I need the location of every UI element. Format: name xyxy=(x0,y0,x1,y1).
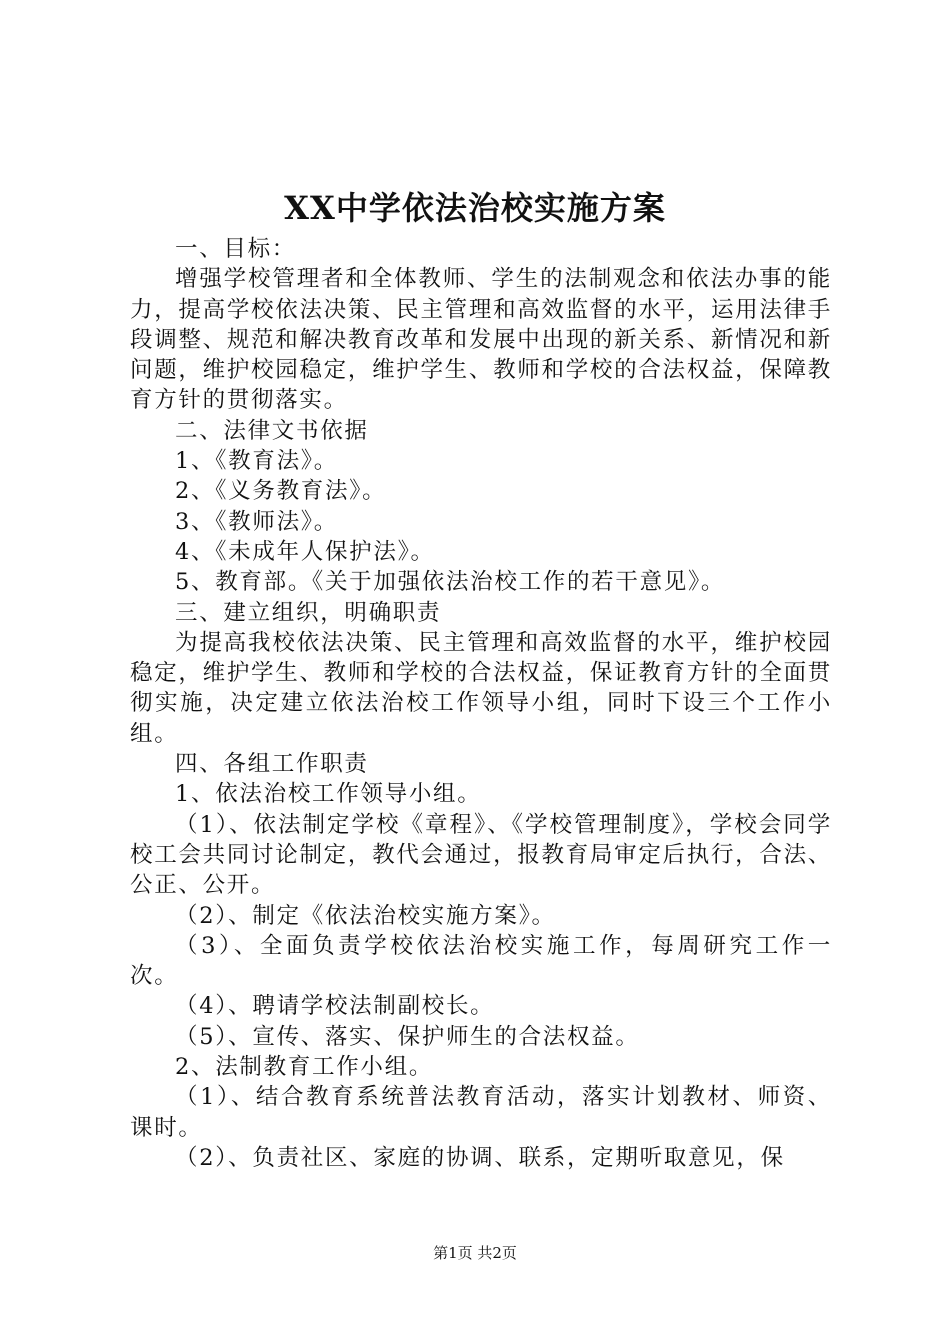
section-heading: 三、建立组织，明确职责 xyxy=(175,599,442,626)
list-item: （1）、依法制定学校《章程》、《学校管理制度》，学校会同学校工会共同讨论制定，教代会通过，报教育局审定后执行，合法、公正、公开。 xyxy=(130,811,832,899)
document-title: XX中学依法治校实施方案 xyxy=(284,189,666,227)
document-body xyxy=(130,234,832,1173)
list-item: （1）、结合教育系统普法教育活动，落实计划教材、师资、课时。 xyxy=(130,1084,832,1141)
list-item: 3、《教师法》。 xyxy=(175,508,338,535)
list-item: 5、教育部。《关于加强依法治校工作的若干意见》。 xyxy=(175,569,726,596)
list-item: （2）、制定《依法治校实施方案》。 xyxy=(175,902,556,929)
section-heading: 四、各组工作职责 xyxy=(175,751,369,778)
list-item: （5）、宣传、落实、保护师生的合法权益。 xyxy=(175,1023,640,1050)
subsection-heading: 2、法制教育工作小组。 xyxy=(175,1054,434,1081)
list-item: 1、《教育法》。 xyxy=(175,448,338,475)
section-heading: 二、法律文书依据 xyxy=(175,417,369,444)
list-item: （2）、负责社区、家庭的协调、联系，定期听取意见，保 xyxy=(175,1144,785,1171)
list-item: 2、《义务教育法》。 xyxy=(175,478,387,505)
body-paragraph: 增强学校管理者和全体教师、学生的法制观念和依法办事的能力，提高学校依法决策、民主管理和高效监督的水平，运用法律手段调整、规范和解决教育改革和发展中出现的新关系、新情况和新问题，维护校园稳定，维护学生、教师和学校的合法权益，保障教育方针的贯彻落实。 xyxy=(130,266,832,414)
list-item: （4）、聘请学校法制副校长。 xyxy=(175,993,495,1020)
subsection-heading: 1、依法治校工作领导小组。 xyxy=(175,781,482,808)
list-item: 4、《未成年人保护法》。 xyxy=(175,538,435,565)
section-heading: 一、目标： xyxy=(175,236,297,262)
page-number: 第1页 共2页 xyxy=(433,1244,517,1262)
list-item: （3）、全面负责学校依法治校实施工作，每周研究工作一次。 xyxy=(130,932,832,990)
body-paragraph: 为提高我校依法决策、民主管理和高效监督的水平，维护校园稳定，维护学生、教师和学校的合法权益，保证教育方针的全面贯彻实施，决定建立依法治校工作领导小组，同时下设三个工作小组。 xyxy=(130,629,832,747)
